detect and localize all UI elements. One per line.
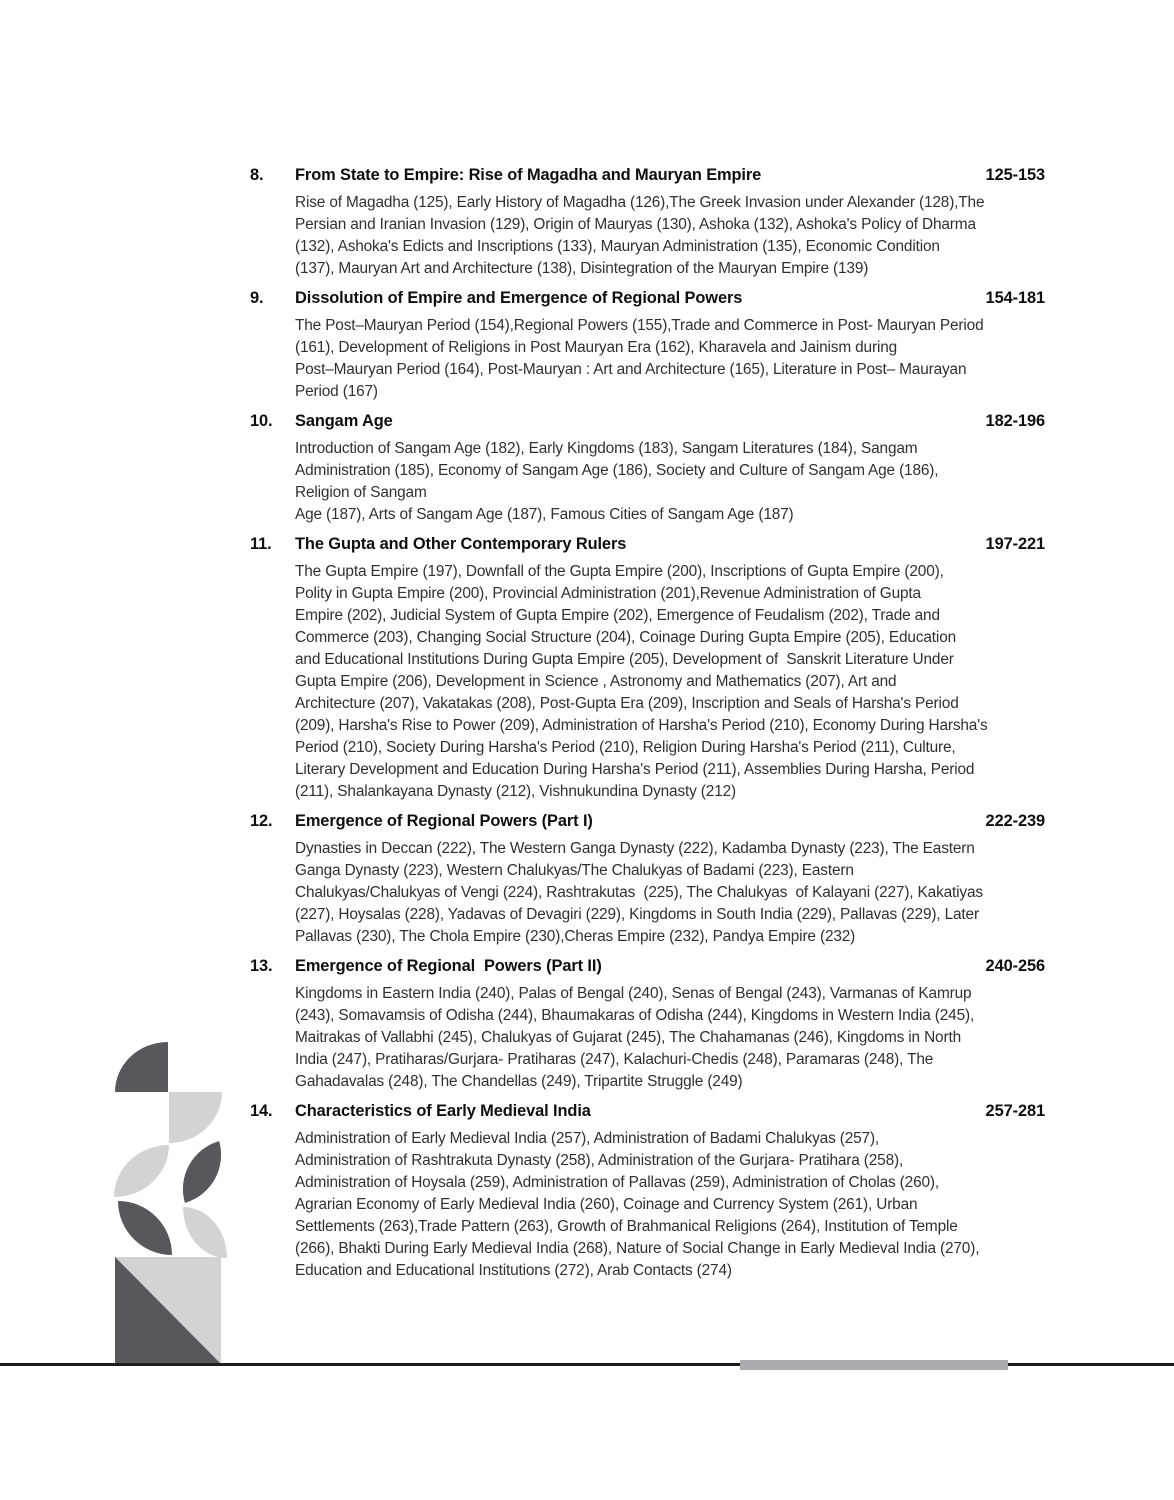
entry-body-line: Period (210), Society During Harsha's Period (210), Religion During Harsha's Period (211), Culture, bbox=[295, 739, 956, 756]
toc-entry bbox=[250, 289, 1045, 403]
entry-title: Dissolution of Empire and Emergence of Regional Powers bbox=[295, 289, 743, 307]
entry-body-line: Empire (202), Judicial System of Gupta Empire (202), Emergence of Feudalism (202), Trade and bbox=[295, 607, 940, 624]
entry-body-line: Chalukyas/Chalukyas of Vengi (224), Rashtrakutas (225), The Chalukyas of Kalayani (227), Kakatiyas bbox=[295, 884, 983, 901]
toc-entry bbox=[250, 957, 1045, 1093]
entry-heading bbox=[250, 1102, 1045, 1121]
entry-body-line: Agrarian Economy of Early Medieval India (260), Coinage and Currency System (261), Urban bbox=[295, 1196, 918, 1213]
toc-list bbox=[250, 166, 1045, 1291]
entry-body-line: The Post–Mauryan Period (154),Regional Powers (155),Trade and Commerce in Post- Mauryan Period bbox=[295, 317, 984, 334]
entry-body-line: Kingdoms in Eastern India (240), Palas of Bengal (240), Senas of Bengal (243), Varmanas of Kamrup bbox=[295, 985, 972, 1002]
entry-body-line: (209), Harsha's Rise to Power (209), Administration of Harsha's Period (210), Economy During Harsha's bbox=[295, 717, 988, 734]
entry-page-range: 257-281 bbox=[985, 1102, 1045, 1120]
entry-number: 12. bbox=[250, 812, 273, 830]
entry-body-line: Religion of Sangam bbox=[295, 484, 427, 501]
toc-entry bbox=[250, 812, 1045, 948]
entry-page-range: 197-221 bbox=[985, 535, 1045, 553]
entry-body-line: Rise of Magadha (125), Early History of Magadha (126),The Greek Invasion under Alexander (128),The bbox=[295, 194, 985, 211]
entry-page-range: 240-256 bbox=[985, 957, 1045, 975]
entry-body-line: (161), Development of Religions in Post Mauryan Era (162), Kharavela and Jainism during bbox=[295, 339, 898, 356]
entry-body-line: (266), Bhakti During Early Medieval India (268), Nature of Social Change in Early Medieval India (270), bbox=[295, 1240, 980, 1257]
entry-body-line: Pallavas (230), The Chola Empire (230),Cheras Empire (232), Pandya Empire (232) bbox=[295, 928, 856, 945]
entry-heading bbox=[250, 812, 1045, 831]
entry-body-line: Post–Mauryan Period (164), Post-Mauryan : Art and Architecture (165), Literature in Post– Maurayan bbox=[295, 361, 967, 378]
entry-heading bbox=[250, 957, 1045, 976]
entry-heading bbox=[250, 289, 1045, 308]
entry-number: 9. bbox=[250, 289, 264, 307]
entry-body-line: (137), Mauryan Art and Architecture (138), Disintegration of the Mauryan Empire (139) bbox=[295, 260, 869, 277]
entry-body-line: Administration of Hoysala (259), Administration of Pallavas (259), Administration of Cholas (260), bbox=[295, 1174, 939, 1191]
entry-body-line: Settlements (263),Trade Pattern (263), Growth of Brahmanical Religions (264), Institution of Temple bbox=[295, 1218, 958, 1235]
entry-body-line: Gupta Empire (206), Development in Science , Astronomy and Mathematics (207), Art and bbox=[295, 673, 897, 690]
entry-body bbox=[295, 838, 1045, 948]
entry-body bbox=[295, 438, 1045, 526]
petal-light-mirrored-shape bbox=[183, 1207, 227, 1258]
triangle-dark-shape bbox=[115, 1257, 221, 1364]
entry-number: 11. bbox=[250, 535, 272, 553]
entry-page-range: 222-239 bbox=[985, 812, 1045, 830]
entry-body-line: Age (187), Arts of Sangam Age (187), Famous Cities of Sangam Age (187) bbox=[295, 506, 794, 523]
entry-title: The Gupta and Other Contemporary Rulers bbox=[295, 535, 627, 553]
diagonal-square-shape bbox=[115, 1257, 221, 1364]
entry-title: Sangam Age bbox=[295, 412, 393, 430]
entry-title: From State to Empire: Rise of Magadha and Mauryan Empire bbox=[295, 166, 762, 184]
entry-body-line: Introduction of Sangam Age (182), Early Kingdoms (183), Sangam Literatures (184), Sangam bbox=[295, 440, 918, 457]
entry-title: Emergence of Regional Powers (Part II) bbox=[295, 957, 602, 975]
petal-light-shape bbox=[114, 1145, 169, 1197]
entry-heading bbox=[250, 166, 1045, 185]
toc-entry bbox=[250, 166, 1045, 280]
quarter-disc-light-shape bbox=[169, 1092, 222, 1143]
entry-number: 8. bbox=[250, 166, 264, 184]
entry-body-line: (243), Somavamsis of Odisha (244), Bhaumakaras of Odisha (244), Kingdoms in Western India (245), bbox=[295, 1007, 975, 1024]
entry-body-line: (132), Ashoka's Edicts and Inscriptions (133), Mauryan Administration (135), Economic Condition bbox=[295, 238, 940, 255]
entry-body-line: India (247), Pratiharas/Gurjara- Pratiharas (247), Kalachuri-Chedis (248), Paramaras (248), The bbox=[295, 1051, 934, 1068]
entry-heading bbox=[250, 535, 1045, 554]
entry-body-line: Ganga Dynasty (223), Western Chalukyas/The Chalukyas of Badami (223), Eastern bbox=[295, 862, 854, 879]
entry-body-line: Administration of Rashtrakuta Dynasty (258), Administration of the Gurjara- Pratihara (258), bbox=[295, 1152, 904, 1169]
entry-body bbox=[295, 1128, 1045, 1282]
entry-body bbox=[295, 983, 1045, 1093]
entry-body-line: The Gupta Empire (197), Downfall of the Gupta Empire (200), Inscriptions of Gupta Empire (200), bbox=[295, 563, 944, 580]
entry-body-line: (211), Shalankayana Dynasty (212), Vishnukundina Dynasty (212) bbox=[295, 783, 736, 800]
entry-body-line: Administration (185), Economy of Sangam Age (186), Society and Culture of Sangam Age (186), bbox=[295, 462, 939, 479]
entry-body-line: Dynasties in Deccan (222), The Western Ganga Dynasty (222), Kadamba Dynasty (223), The Eastern bbox=[295, 840, 975, 857]
entry-body-line: Architecture (207), Vakatakas (208), Post-Gupta Era (209), Inscription and Seals of Harsha's Period bbox=[295, 695, 959, 712]
entry-body bbox=[295, 561, 1045, 803]
entry-page-range: 182-196 bbox=[985, 412, 1045, 430]
entry-body-line: Gahadavalas (248), The Chandellas (249), Tripartite Struggle (249) bbox=[295, 1073, 743, 1090]
entry-title: Characteristics of Early Medieval India bbox=[295, 1102, 591, 1120]
entry-number: 14. bbox=[250, 1102, 273, 1120]
entry-body-line: Maitrakas of Vallabhi (245), Chalukyas of Gujarat (245), The Chahamanas (246), Kingdoms in North bbox=[295, 1029, 961, 1046]
toc-entry bbox=[250, 1102, 1045, 1282]
petal-dark-mirrored-shape bbox=[118, 1201, 172, 1255]
entry-body-line: Polity in Gupta Empire (200), Provincial Administration (201),Revenue Administration of Gupta bbox=[295, 585, 921, 602]
entry-number: 13. bbox=[250, 957, 273, 975]
entry-body-line: Commerce (203), Changing Social Structure (204), Coinage During Gupta Empire (205), Education bbox=[295, 629, 957, 646]
toc-entry bbox=[250, 535, 1045, 803]
entry-body bbox=[295, 192, 1045, 280]
entry-page-range: 154-181 bbox=[985, 289, 1045, 307]
entry-body-line: Administration of Early Medieval India (257), Administration of Badami Chalukyas (257), bbox=[295, 1130, 880, 1147]
entry-body-line: Persian and Iranian Invasion (129), Origin of Mauryas (130), Ashoka (132), Ashoka's Policy of Dharma bbox=[295, 216, 976, 233]
entry-body-line: and Educational Institutions During Gupta Empire (205), Development of Sanskrit Literature Under bbox=[295, 651, 954, 668]
entry-title: Emergence of Regional Powers (Part I) bbox=[295, 812, 593, 830]
entry-body-line: Education and Educational Institutions (272), Arab Contacts (274) bbox=[295, 1262, 732, 1279]
entry-body bbox=[295, 315, 1045, 403]
footer-accent-bar bbox=[740, 1360, 1008, 1370]
entry-body-line: Period (167) bbox=[295, 383, 378, 400]
toc-entry bbox=[250, 412, 1045, 526]
petal-dark-shape bbox=[171, 1141, 233, 1203]
entry-body-line: Literary Development and Education During Harsha's Period (211), Assemblies During Harsha, Period bbox=[295, 761, 975, 778]
entry-page-range: 125-153 bbox=[985, 166, 1045, 184]
entry-heading bbox=[250, 412, 1045, 431]
entry-number: 10. bbox=[250, 412, 273, 430]
quarter-disc-dark-shape bbox=[115, 1042, 168, 1092]
entry-body-line: (227), Hoysalas (228), Yadavas of Devagiri (229), Kingdoms in South India (229), Pallavas (229), Later bbox=[295, 906, 979, 923]
